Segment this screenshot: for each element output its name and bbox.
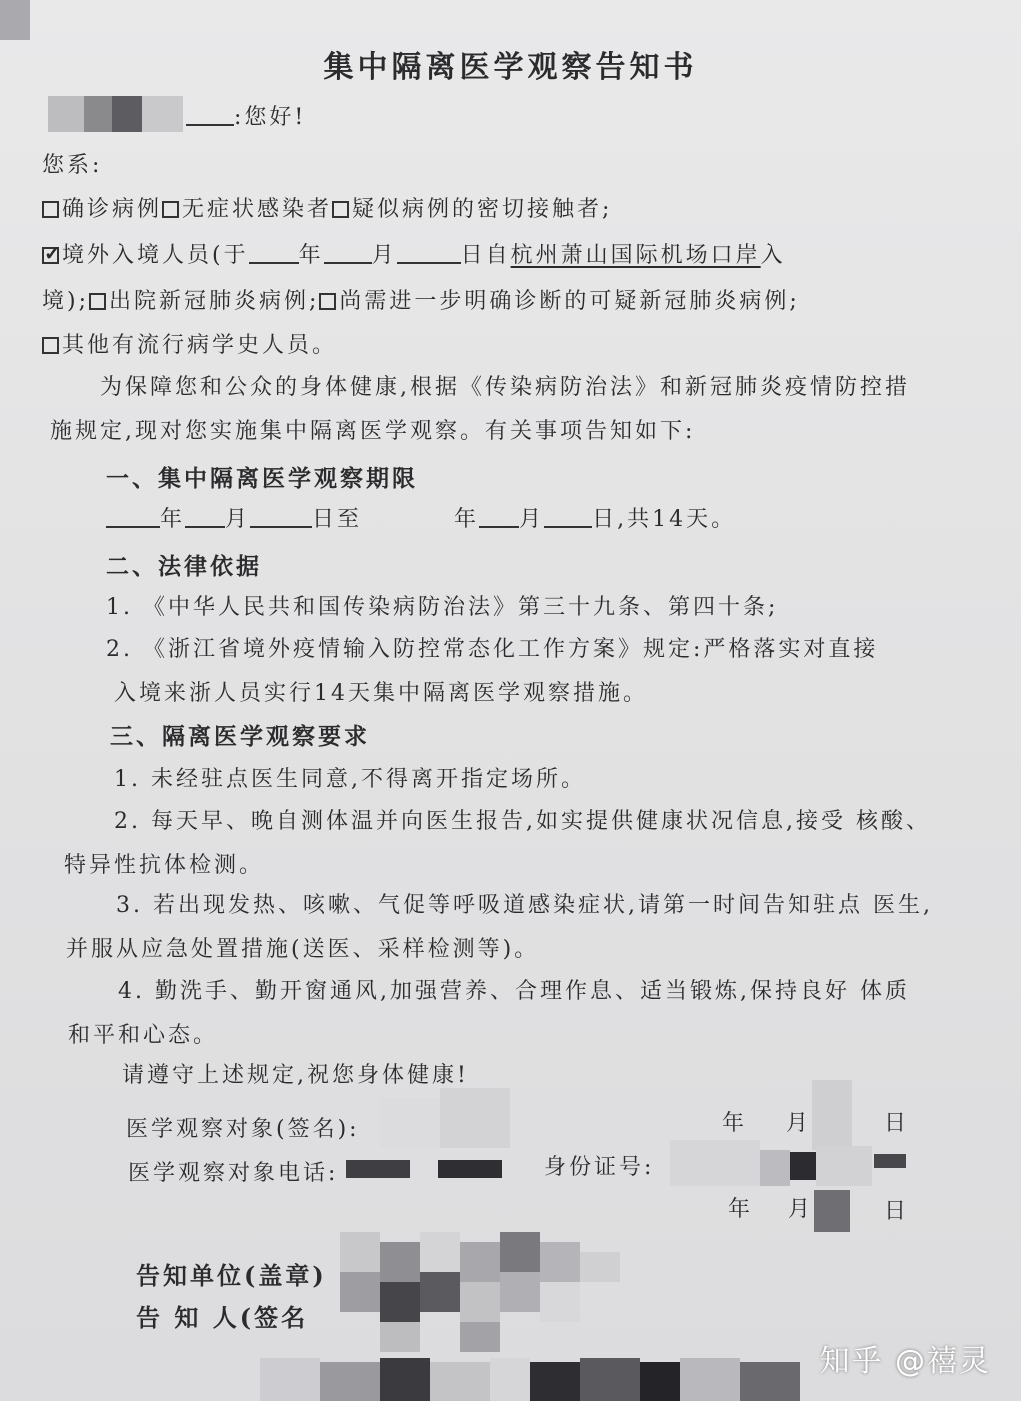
sign-date-year: 年 xyxy=(722,1111,748,1136)
redaction-mosaic-name xyxy=(48,96,183,132)
sign-date-day-2: 日 xyxy=(884,1199,910,1224)
closing-text: 请遵守上述规定,祝您身体健康! xyxy=(122,1063,469,1088)
law-item-2-line-2: 入境来浙人员实行14天集中隔离医学观察措施。 xyxy=(114,681,648,706)
intro-text: 您系: xyxy=(42,153,103,178)
period-tail: 日,共14天。 xyxy=(592,507,737,532)
options-row-4 xyxy=(42,328,337,359)
period-line xyxy=(106,502,736,533)
option-asymptomatic-label: 无症状感染者 xyxy=(182,197,333,222)
sign-date-year-2: 年 xyxy=(728,1197,754,1222)
notifying-unit-label: 告知单位(盖章) xyxy=(136,1261,327,1290)
period-start-day-blank xyxy=(250,506,312,528)
redaction-mosaic-stamp xyxy=(340,1232,620,1352)
checkbox-asymptomatic[interactable] xyxy=(162,201,179,218)
period-year2-label: 年 xyxy=(454,507,480,532)
requirement-3-line-1: 3. 若出现发热、咳嗽、气促等呼吸道感染症状,请第一时间告知驻点 医生, xyxy=(116,893,933,918)
redaction-mosaic-corner xyxy=(0,0,30,40)
period-month2-label: 月 xyxy=(519,507,545,532)
period-day-to-label: 日至 xyxy=(312,507,363,532)
checkbox-overseas-entry[interactable] xyxy=(42,247,59,264)
option-epidemiological-label: 其他有流行病学史人员。 xyxy=(62,333,338,358)
checkbox-suspected[interactable] xyxy=(319,293,336,310)
requirement-3-line-2: 并服从应急处置措施(送医、采样检测等)。 xyxy=(66,937,540,962)
entry-year-label: 年 xyxy=(298,243,324,268)
section-2-heading: 二、法律依据 xyxy=(106,553,262,580)
section-3-heading: 三、隔离医学观察要求 xyxy=(110,723,370,750)
requirement-2-line-2: 特异性抗体检测。 xyxy=(64,853,265,878)
entry-day-blank xyxy=(397,242,461,264)
law-item-2-line-1: 2. 《浙江省境外疫情输入防控常态化工作方案》规定:严格落实对直接 xyxy=(106,637,879,662)
section-1-heading: 一、集中隔离医学观察期限 xyxy=(106,465,418,492)
period-end-year-blank xyxy=(362,506,454,528)
paragraph-line-1: 为保障您和公众的身体健康,根据《传染病防治法》和新冠肺炎疫情防控措 xyxy=(100,375,910,400)
options-row-3 xyxy=(42,284,800,315)
law-item-1: 1. 《中华人民共和国传染病防治法》第三十九条、第四十条; xyxy=(106,595,779,620)
option-confirmed-label: 确诊病例 xyxy=(62,197,163,222)
option-suspected-label: 尚需进一步明确诊断的可疑新冠肺炎病例; xyxy=(339,289,800,314)
period-year-label: 年 xyxy=(160,507,186,532)
phone-label: 医学观察对象电话: xyxy=(128,1161,339,1186)
options-row-1 xyxy=(42,192,612,223)
requirement-1: 1. 未经驻点医生同意,不得离开指定场所。 xyxy=(114,767,586,792)
requirement-4-line-2: 和平和心态。 xyxy=(68,1023,219,1048)
redaction-mosaic-signature xyxy=(380,1088,510,1148)
period-start-month-blank xyxy=(185,506,225,528)
option-discharged-label: 出院新冠肺炎病例; xyxy=(109,289,320,314)
redaction-mosaic-phone xyxy=(346,1156,502,1180)
name-blank xyxy=(186,104,234,126)
option-overseas-label: 境外入境人员(于 xyxy=(62,243,249,268)
id-number-label: 身份证号: xyxy=(544,1155,655,1180)
redaction-mosaic-id xyxy=(670,1140,906,1186)
entry-month-blank xyxy=(324,242,372,264)
entry-port: 杭州萧山国际机场口岸 xyxy=(510,243,761,268)
notifier-label: 告 知 人(签名 xyxy=(136,1303,309,1332)
entry-day-label: 日自 xyxy=(460,243,511,268)
period-month-label: 月 xyxy=(225,507,251,532)
period-end-month-blank xyxy=(479,506,519,528)
entry-suffix: 入 xyxy=(760,243,786,268)
sign-date-month-2: 月 xyxy=(788,1197,814,1222)
checkbox-confirmed[interactable] xyxy=(42,201,59,218)
redaction-mosaic-bottom xyxy=(260,1358,800,1401)
checkbox-discharged[interactable] xyxy=(89,293,106,310)
site-watermark: 知乎 @禧灵 xyxy=(819,1344,991,1379)
period-start-year-blank xyxy=(106,506,160,528)
sign-date-month: 月 xyxy=(786,1111,812,1136)
paragraph-line-2: 施规定,现对您实施集中隔离医学观察。有关事项告知如下: xyxy=(50,419,696,444)
greeting-text: :您好! xyxy=(234,105,307,130)
sign-date-day: 日 xyxy=(884,1111,910,1136)
requirement-2-line-1: 2. 每天早、晚自测体温并向医生报告,如实提供健康状况信息,接受 核酸、 xyxy=(114,809,931,834)
redaction-mosaic-date-2 xyxy=(814,1180,850,1232)
document-title: 集中隔离医学观察告知书 xyxy=(323,50,698,85)
checkbox-close-contact[interactable] xyxy=(332,201,349,218)
requirement-4-line-1: 4. 勤洗手、勤开窗通风,加强营养、合理作息、适当锻炼,保持良好 体质 xyxy=(118,979,910,1004)
option-close-contact-label: 疑似病例的密切接触者; xyxy=(352,197,613,222)
checkbox-epidemiological[interactable] xyxy=(42,337,59,354)
subject-signature-label: 医学观察对象(签名): xyxy=(126,1117,360,1142)
period-end-day-blank xyxy=(544,506,592,528)
entry-year-blank xyxy=(249,242,299,264)
entry-month-label: 月 xyxy=(371,243,397,268)
options-row-2 xyxy=(42,238,786,269)
entry-end: 境); xyxy=(42,289,89,314)
